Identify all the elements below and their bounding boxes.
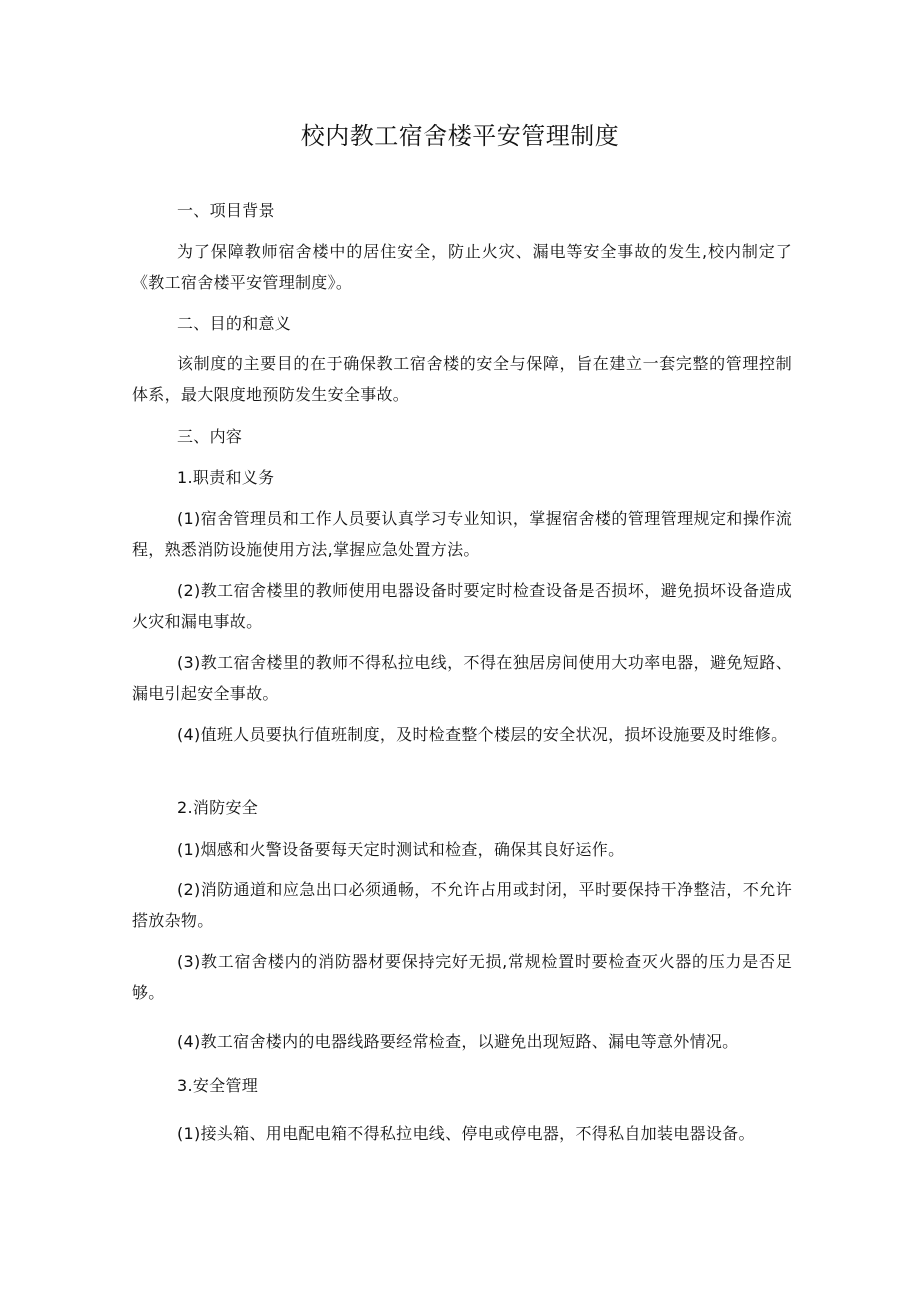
- document-title: 校内教工宿舍楼平安管理制度: [300, 122, 620, 150]
- paragraph-duty-3: (3)教工宿舍楼里的教师不得私拉电线，不得在独居房间使用大功率电器，避免短路、漏电引起安全事故。: [132, 653, 792, 703]
- subsection-heading-safety-management: 3.安全管理: [177, 1076, 259, 1095]
- section-heading-content: 三、内容: [177, 427, 243, 446]
- paragraph-fire-4: (4)教工宿舍楼内的电器线路要经常检查，以避免出现短路、漏电等意外情况。: [177, 1032, 739, 1051]
- paragraph-background: 为了保障教师宿舍楼中的居住安全，防止火灾、漏电等安全事故的发生,校内制定了《教工宿舍楼平安管理制度》。: [132, 242, 792, 292]
- paragraph-fire-2: (2)消防通道和应急出口必须通畅，不允许占用或封闭，平时要保持干净整洁，不允许搭放杂物。: [132, 880, 792, 930]
- paragraph-purpose: 该制度的主要目的在于确保教工宿舍楼的安全与保障，旨在建立一套完整的管理控制体系，最大限度地预防发生安全事故。: [132, 354, 792, 404]
- subsection-heading-duties: 1.职责和义务: [177, 468, 275, 487]
- section-heading-background: 一、项目背景: [177, 201, 275, 220]
- section-heading-purpose: 二、目的和意义: [177, 314, 292, 333]
- paragraph-fire-3: (3)教工宿舍楼内的消防器材要保持完好无损,常规检置时要检查灭火器的压力是否足够。: [132, 952, 792, 1002]
- paragraph-duty-2: (2)教工宿舍楼里的教师使用电器设备时要定时检查设备是否损坏，避免损坏设备造成火灾和漏电事故。: [132, 581, 792, 631]
- paragraph-management-1: (1)接头箱、用电配电箱不得私拉电线、停电或停电器，不得私自加装电器设备。: [177, 1124, 755, 1143]
- paragraph-duty-4: (4)值班人员要执行值班制度，及时检查整个楼层的安全状况，损坏设施要及时维修。: [177, 725, 788, 744]
- subsection-heading-fire-safety: 2.消防安全: [177, 798, 259, 817]
- paragraph-duty-1: (1)宿舍管理员和工作人员要认真学习专业知识，掌握宿舍楼的管理管理规定和操作流程，熟悉消防设施使用方法,掌握应急处置方法。: [132, 509, 792, 559]
- paragraph-fire-1: (1)烟感和火警设备要每天定时测试和检查，确保其良好运作。: [177, 840, 625, 859]
